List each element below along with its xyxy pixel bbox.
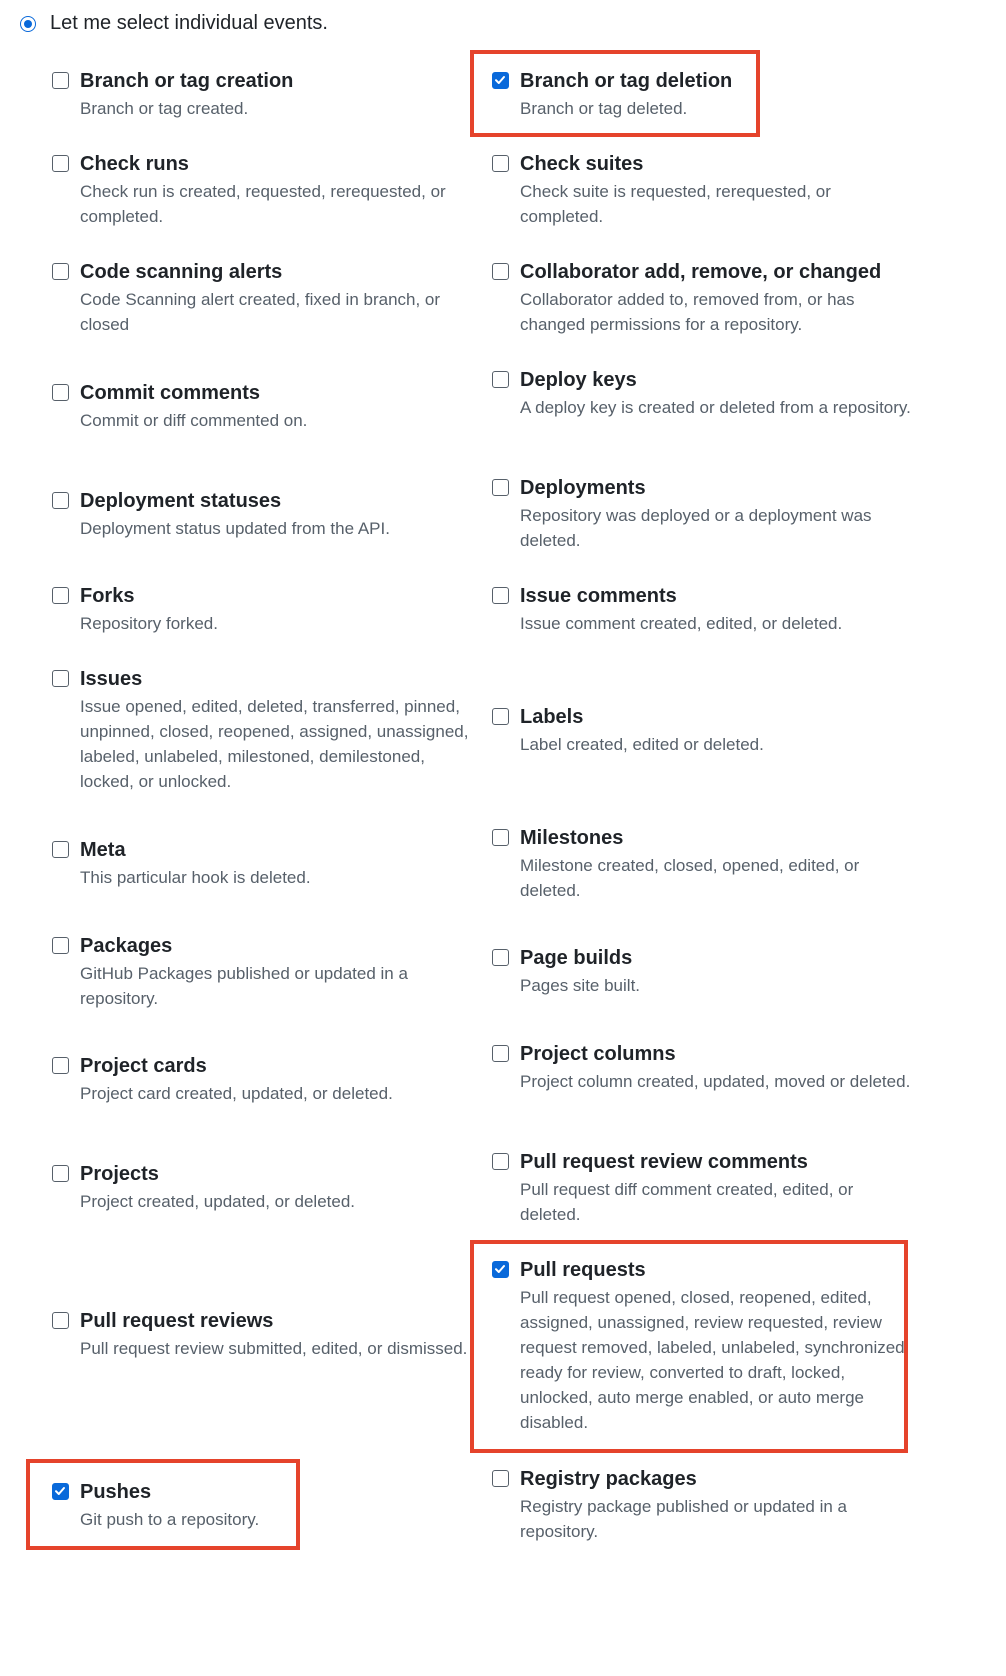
radio-button[interactable] (20, 16, 36, 32)
event-description: Pull request diff comment created, edited, or deleted. (520, 1180, 854, 1224)
event-description: Project card created, updated, or deleted. (80, 1084, 393, 1103)
checkbox[interactable] (52, 841, 69, 858)
checkbox[interactable] (492, 829, 509, 846)
checkbox[interactable] (52, 155, 69, 172)
event-title: Milestones (520, 827, 624, 849)
event-title: Branch or tag creation (80, 70, 294, 92)
event-registry-packages[interactable] (492, 1466, 912, 1544)
event-description: Branch or tag created. (80, 99, 249, 118)
event-description: Commit or diff commented on. (80, 411, 308, 430)
event-description: This particular hook is deleted. (80, 868, 311, 887)
event-issue-comments[interactable] (492, 583, 912, 636)
event-description: Deployment status updated from the API. (80, 519, 390, 538)
event-title: Pull request reviews (80, 1310, 274, 1332)
event-title: Projects (80, 1163, 159, 1185)
event-title: Check suites (520, 153, 644, 175)
highlight-box-pull-requests (470, 1240, 908, 1453)
event-meta[interactable] (52, 837, 472, 890)
event-code-scanning-alerts[interactable] (52, 259, 472, 337)
event-title: Meta (80, 839, 126, 861)
event-title: Project cards (80, 1055, 207, 1077)
checkbox[interactable] (492, 1470, 509, 1487)
checkbox[interactable] (492, 1045, 509, 1062)
event-page-builds[interactable] (492, 945, 912, 998)
event-title: Check runs (80, 153, 189, 175)
checkbox[interactable] (52, 670, 69, 687)
event-deployment-statuses[interactable] (52, 488, 472, 541)
event-description: Project created, updated, or deleted. (80, 1192, 356, 1211)
event-branch-or-tag-creation[interactable] (52, 68, 472, 121)
event-title: Pull request review comments (520, 1151, 808, 1173)
event-project-cards[interactable] (52, 1053, 472, 1106)
event-description: Pull request review submitted, edited, or dismissed. (80, 1339, 468, 1358)
event-description: Collaborator added to, removed from, or has changed permissions for a repository. (520, 290, 855, 334)
checkbox[interactable] (52, 937, 69, 954)
event-title: Packages (80, 935, 173, 957)
event-title: Pushes (80, 1481, 152, 1503)
checkbox[interactable] (492, 587, 509, 604)
checkbox[interactable] (492, 708, 509, 725)
event-title: Registry packages (520, 1468, 697, 1490)
event-description: Project column created, updated, moved or deleted. (520, 1072, 911, 1091)
checkbox[interactable] (52, 492, 69, 509)
event-title: Deploy keys (520, 369, 637, 391)
event-title: Issues (80, 668, 143, 690)
event-deploy-keys[interactable] (492, 367, 912, 420)
event-description: Issue opened, edited, deleted, transferred, pinned, unpinned, closed, reopened, assigned, unassigned, labeled, unlabeled, milestoned, demilestoned, locked, or unlocked. (80, 697, 469, 791)
event-projects[interactable] (52, 1161, 472, 1214)
radio-label: Let me select individual events. (50, 12, 328, 34)
event-check-suites[interactable] (492, 151, 912, 229)
event-pull-request-review-comments[interactable] (492, 1149, 912, 1227)
checkbox[interactable] (52, 587, 69, 604)
event-title: Pull requests (520, 1259, 646, 1281)
event-packages[interactable] (52, 933, 472, 1011)
checkbox[interactable] (492, 371, 509, 388)
event-description: Repository was deployed or a deployment was deleted. (520, 506, 872, 550)
radio-selected-dot (24, 20, 32, 28)
event-description: Check run is created, requested, rerequested, or completed. (80, 182, 446, 226)
checkbox[interactable] (492, 263, 509, 280)
event-project-columns[interactable] (492, 1041, 912, 1094)
event-description: Code Scanning alert created, fixed in branch, or closed (80, 290, 441, 334)
event-description: Registry package published or updated in a repository. (520, 1497, 847, 1541)
event-description: Issue comment created, edited, or deleted. (520, 614, 843, 633)
checkbox[interactable] (492, 155, 509, 172)
event-title: Collaborator add, remove, or changed (520, 261, 882, 283)
event-description: GitHub Packages published or updated in a repository. (80, 964, 408, 1008)
event-description: Label created, edited or deleted. (520, 735, 764, 754)
checkbox[interactable] (52, 384, 69, 401)
checkbox[interactable] (52, 1057, 69, 1074)
event-check-runs[interactable] (52, 151, 472, 229)
event-description: Check suite is requested, rerequested, or completed. (520, 182, 831, 226)
event-description: A deploy key is created or deleted from a repository. (520, 398, 911, 417)
event-description: Pull request opened, closed, reopened, edited, assigned, unassigned, review requested, review request removed, labeled, unlabeled, synchronized, ready for review, converted to draft, locked, unlocked, auto merge enabled, or auto merge disabled. (520, 1288, 910, 1432)
event-description: Git push to a repository. (80, 1510, 260, 1529)
checkbox[interactable] (52, 72, 69, 89)
event-commit-comments[interactable] (52, 380, 472, 433)
event-collaborator-add-remove-changed[interactable] (492, 259, 912, 337)
event-description: Milestone created, closed, opened, edited, or deleted. (520, 856, 860, 900)
event-title: Commit comments (80, 382, 261, 404)
event-description: Pages site built. (520, 976, 641, 995)
event-title: Deployments (520, 477, 646, 499)
checkbox[interactable] (52, 1312, 69, 1329)
select-individual-events-option[interactable] (20, 12, 328, 35)
checkbox[interactable] (492, 479, 509, 496)
checkbox[interactable] (52, 263, 69, 280)
event-title: Labels (520, 706, 584, 728)
checkbox[interactable] (52, 1165, 69, 1182)
event-title: Issue comments (520, 585, 677, 607)
event-labels[interactable] (492, 704, 912, 757)
event-deployments[interactable] (492, 475, 912, 553)
event-title: Page builds (520, 947, 633, 969)
checkbox[interactable] (492, 949, 509, 966)
highlight-box-branch-deletion (470, 50, 760, 137)
checkbox[interactable] (492, 1153, 509, 1170)
event-title: Code scanning alerts (80, 261, 283, 283)
event-issues[interactable] (52, 666, 472, 794)
event-title: Project columns (520, 1043, 676, 1065)
event-description: Branch or tag deleted. (520, 99, 688, 118)
event-milestones[interactable] (492, 825, 912, 903)
event-pull-request-reviews[interactable] (52, 1308, 472, 1361)
event-title: Deployment statuses (80, 490, 282, 512)
event-title: Branch or tag deletion (520, 70, 733, 92)
highlight-box-pushes (26, 1459, 300, 1550)
event-description: Repository forked. (80, 614, 218, 633)
event-forks[interactable] (52, 583, 472, 636)
event-title: Forks (80, 585, 135, 607)
